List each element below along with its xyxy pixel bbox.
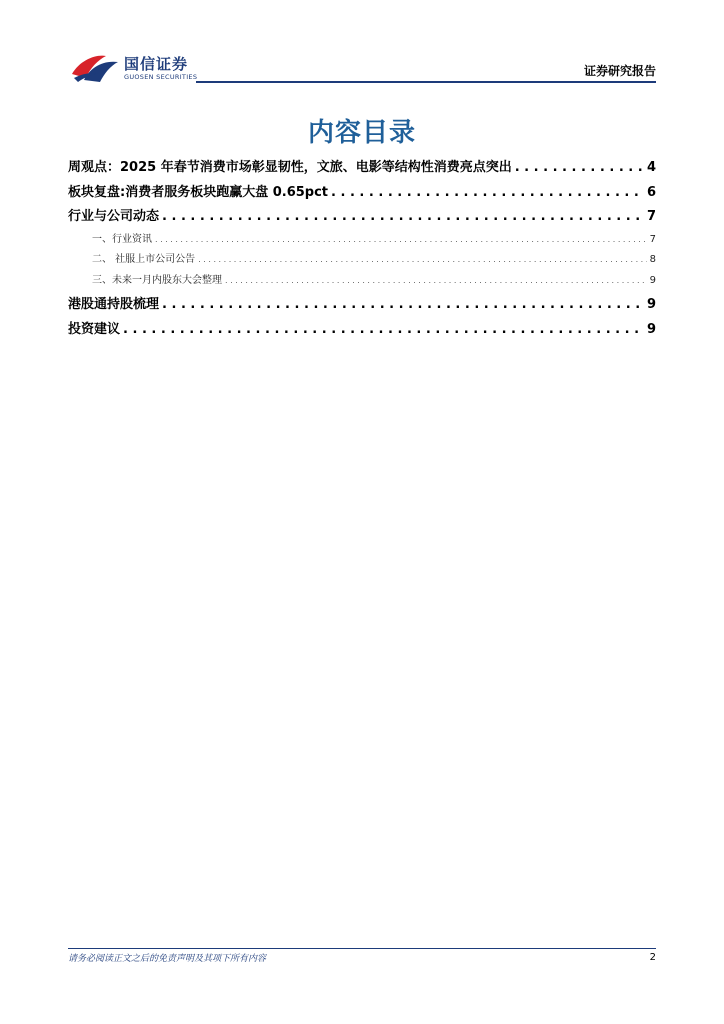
header-divider xyxy=(196,81,656,83)
toc-leader-dots xyxy=(162,297,644,312)
toc-entry-text: 港股通持股梳理 xyxy=(68,297,160,312)
toc-subentry-page: 7 xyxy=(649,234,656,245)
toc-subentry-page: 9 xyxy=(649,275,656,286)
toc-title: 内容目录 xyxy=(307,118,416,148)
guosen-logo-icon xyxy=(70,50,120,84)
toc-entry-page: 7 xyxy=(646,209,656,224)
toc-entry[interactable] xyxy=(68,181,656,200)
disclaimer-text: 请务必阅读正文之后的免责声明及其项下所有内容 xyxy=(68,954,267,964)
logo-english-name: GUOSEN SECURITIES xyxy=(124,73,198,81)
toc-entry-page: 4 xyxy=(646,160,656,175)
toc-entry-text: 投资建议 xyxy=(68,322,121,337)
toc-leader-dots xyxy=(162,209,644,224)
company-logo xyxy=(70,50,210,84)
footer-divider xyxy=(68,948,656,949)
toc-subentry-text: 三、未来一月内股东大会整理 xyxy=(92,275,222,286)
toc-entry-text: 行业与公司动态 xyxy=(68,209,160,224)
toc-leader-dots xyxy=(331,185,644,200)
toc-leader-dots xyxy=(225,276,647,285)
toc-entry[interactable] xyxy=(68,293,656,312)
toc-entry[interactable] xyxy=(68,205,656,224)
toc-subentry-text: 一、行业资讯 xyxy=(92,234,152,245)
page-number: 2 xyxy=(649,952,656,963)
report-type-label: 证券研究报告 xyxy=(583,64,656,78)
toc-subentry[interactable] xyxy=(68,250,656,265)
toc-entry[interactable] xyxy=(68,318,656,337)
toc-subentry-text: 二、 社服上市公司公告 xyxy=(92,254,196,265)
toc-subentry-page: 8 xyxy=(649,254,656,265)
page-header xyxy=(70,50,656,84)
toc-entry-page: 6 xyxy=(646,185,656,200)
toc-leader-dots xyxy=(123,322,644,337)
toc-leader-dots xyxy=(155,235,647,244)
toc-entry[interactable] xyxy=(68,156,656,175)
toc-subentry[interactable] xyxy=(68,230,656,245)
toc-leader-dots xyxy=(515,160,644,175)
toc-entry-page: 9 xyxy=(646,297,656,312)
toc-entry-text: 周观点：2025 年春节消费市场彰显韧性，文旅、电影等结构性消费亮点突出 xyxy=(68,160,512,175)
logo-chinese-name: 国信证券 xyxy=(124,55,189,73)
toc-subentry[interactable] xyxy=(68,271,656,286)
toc-leader-dots xyxy=(198,255,646,264)
toc-entry-page: 9 xyxy=(646,322,656,337)
toc-entry-text: 板块复盘:消费者服务板块跑赢大盘 0.65pct xyxy=(68,185,329,200)
